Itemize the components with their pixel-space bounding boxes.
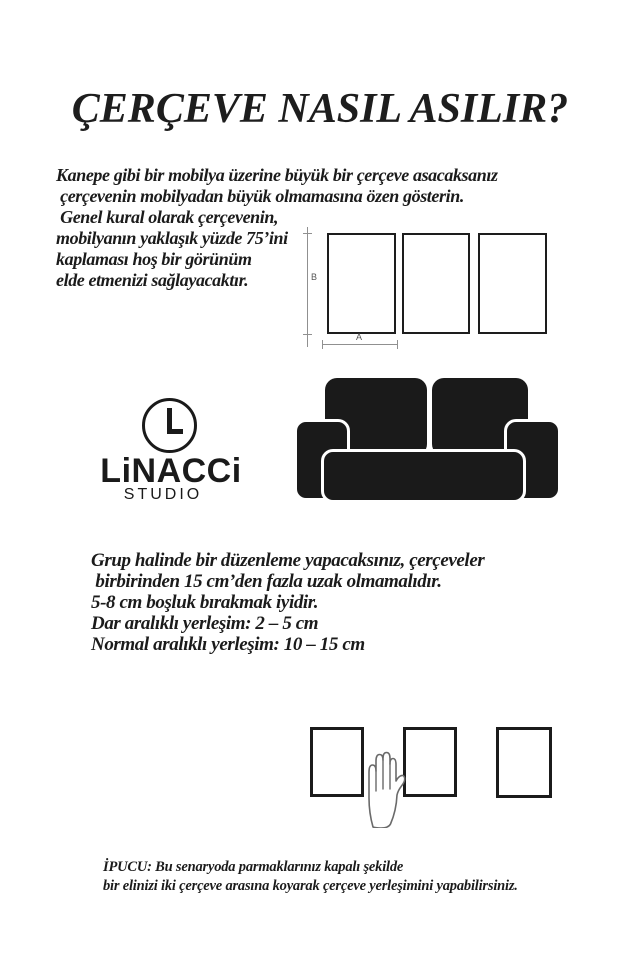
intro-line: kaplaması hoş bir görünüm — [56, 249, 252, 269]
tip-line: İPUCU: Bu senaryoda parmaklarınız kapalı şekilde — [103, 859, 404, 875]
tip-line: bir elinizi iki çerçeve arasına koyarak çerçeve yerleşimini yapabilirsiniz. — [103, 877, 518, 894]
brand-logo — [99, 396, 243, 506]
spacing-line: Grup halinde bir düzenleme yapacaksınız, çerçeveler — [91, 550, 485, 571]
spacing-paragraph — [91, 550, 484, 655]
frame-rectangle — [402, 233, 470, 334]
brand-name: LiNACCi — [100, 452, 242, 490]
intro-line: Genel kural olarak çerçevenin, — [56, 207, 279, 227]
intro-line: Kanepe gibi bir mobilya üzerine büyük bir çerçeve asacaksanız — [56, 165, 498, 185]
dimension-tick — [303, 334, 312, 335]
sofa-seat — [321, 449, 526, 503]
page-title: ÇERÇEVE NASIL ASILIR? — [71, 86, 569, 132]
intro-line: çerçevenin mobilyadan büyük olmamasına özen gösterin. — [56, 186, 464, 206]
hand-icon — [360, 748, 406, 828]
intro-line: elde etmenizi sağlayacaktır. — [56, 270, 249, 290]
dimension-tick — [322, 340, 323, 349]
width-dimension-label: A — [356, 332, 363, 342]
brand-subtitle: STUDIO — [123, 486, 203, 503]
frame-rectangle — [496, 727, 552, 798]
tip-paragraph — [103, 858, 518, 895]
intro-line: mobilyanın yaklaşık yüzde 75’ini — [56, 228, 288, 248]
frame-rectangle — [310, 727, 364, 797]
frame-rectangle — [478, 233, 547, 334]
dimension-tick — [303, 233, 312, 234]
frame-size-diagram — [303, 224, 555, 354]
height-dimension-line — [307, 227, 308, 347]
sofa-illustration — [294, 376, 561, 504]
width-dimension-line — [322, 344, 398, 345]
frame-rectangle — [403, 727, 457, 797]
spacing-line: birbirinden 15 cm’den fazla uzak olmamalıdır. — [91, 571, 442, 592]
dimension-tick — [397, 340, 398, 349]
frame-rectangle — [327, 233, 396, 334]
spacing-line: Dar aralıklı yerleşim: 2 – 5 cm — [91, 613, 319, 634]
spacing-line: 5-8 cm boşluk bırakmak iyidir. — [91, 592, 319, 613]
spacing-line: Normal aralıklı yerleşim: 10 – 15 cm — [91, 634, 365, 655]
hand-spacing-diagram — [310, 715, 555, 840]
height-dimension-label: B — [311, 272, 318, 282]
clock-icon — [142, 398, 197, 453]
